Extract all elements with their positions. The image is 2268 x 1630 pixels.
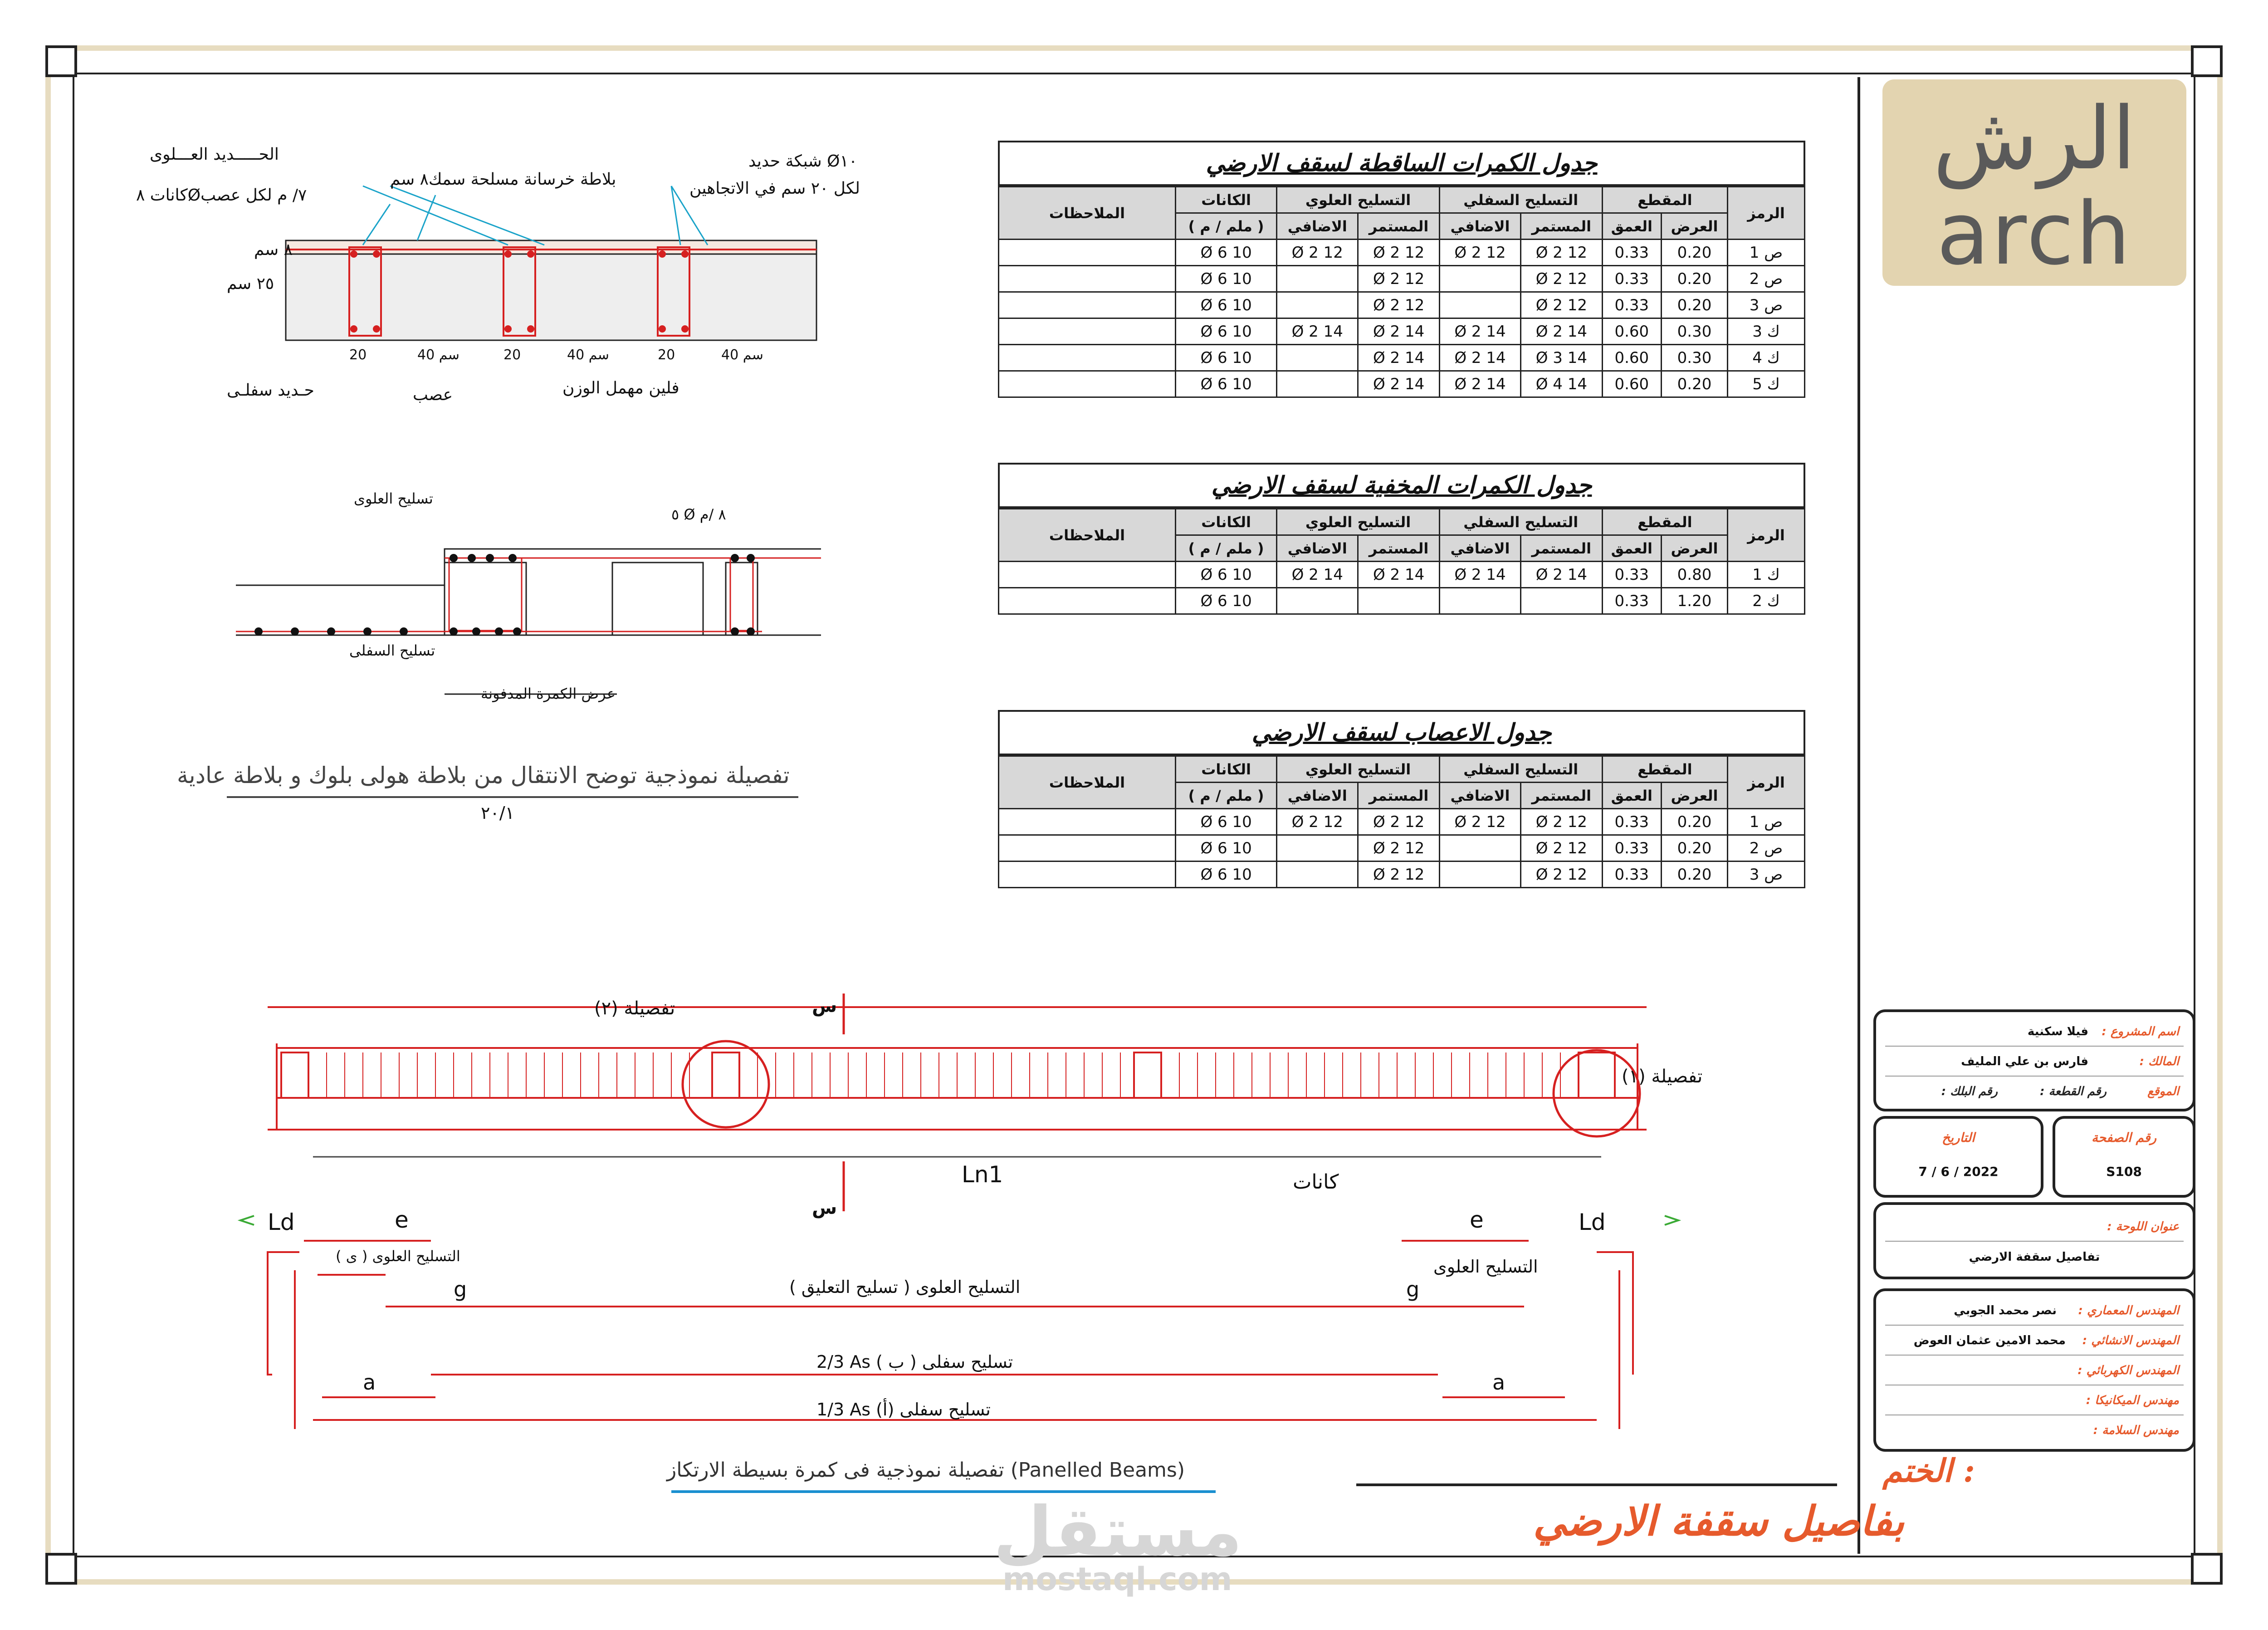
table-cell: 12 Ø 2 xyxy=(1358,292,1440,318)
g-label-left: g xyxy=(454,1277,467,1302)
logo-arabic: الرش xyxy=(1933,88,2136,189)
col-additional: الاضافي xyxy=(1439,535,1520,562)
table-cell: 0.30 xyxy=(1662,345,1728,371)
table-cell: 10 Ø 6 xyxy=(1176,809,1277,835)
table-cell: 14 Ø 3 xyxy=(1521,345,1603,371)
col-depth: العمق xyxy=(1602,213,1661,240)
col-symbol: الرمز xyxy=(1728,509,1805,562)
table-cell: 10 Ø 6 xyxy=(1176,562,1277,588)
project-value: فيلا سكنية xyxy=(2027,1025,2088,1038)
table-cell xyxy=(1277,292,1358,318)
table-cell: ك 5 xyxy=(1728,371,1805,397)
table-cell: 14 Ø 2 xyxy=(1358,562,1440,588)
table-cell: 12 Ø 2 xyxy=(1521,809,1603,835)
e-label-left: e xyxy=(395,1207,409,1233)
table-cell: ص 3 xyxy=(1728,292,1805,318)
table-cell: 14 Ø 2 xyxy=(1358,318,1440,345)
col-bottom: التسليح السفلي xyxy=(1439,187,1602,213)
label-stirrups: كانات ٨Ø٧/ م لكل عصب xyxy=(136,186,307,205)
table-cell: 14 Ø 2 xyxy=(1358,371,1440,397)
table-cell: 12 Ø 2 xyxy=(1521,835,1603,862)
col-additional: الاضافي xyxy=(1277,213,1358,240)
col-top: التسليح العلوي xyxy=(1277,756,1440,783)
table-cell: 0.80 xyxy=(1662,562,1728,588)
table-row xyxy=(999,318,1805,345)
logo-latin: arch xyxy=(1936,184,2132,284)
table-cell: 10 Ø 6 xyxy=(1176,588,1277,614)
table-row xyxy=(999,292,1805,318)
table-row xyxy=(999,809,1805,835)
ld-label-right: Ld xyxy=(1579,1209,1606,1235)
col-top: التسليح العلوي xyxy=(1277,509,1440,535)
table-cell xyxy=(1439,292,1520,318)
table-cell: ص 2 xyxy=(1728,266,1805,292)
table-cell: 12 Ø 2 xyxy=(1521,862,1603,888)
top-steel-left-label: التسليح العلوى ( ى ) xyxy=(336,1248,460,1265)
table-cell: 0.20 xyxy=(1662,809,1728,835)
label-mesh: شبكة حديد Ø١٠ xyxy=(748,152,858,171)
col-bottom: التسليح السفلي xyxy=(1439,509,1602,535)
col-top: التسليح العلوي xyxy=(1277,187,1440,213)
label-hidden-beam-width: عرض الكمرة المدفونة xyxy=(481,685,616,702)
table-cell xyxy=(999,240,1176,266)
label-bottom-steel: حـديد سفلـى xyxy=(227,381,314,400)
seal-label: الختم : xyxy=(1882,1452,1975,1489)
label-stirrup-spacing: ٥ Ø ٨ /م xyxy=(671,506,726,523)
ld-label-left: Ld xyxy=(268,1209,295,1235)
table-cell xyxy=(999,835,1176,862)
dim-2: سم 40 xyxy=(417,347,459,363)
project-info-box xyxy=(1873,1009,2195,1111)
table-cell xyxy=(1277,862,1358,888)
table-cell: 12 Ø 2 xyxy=(1277,240,1358,266)
table-cell xyxy=(999,562,1176,588)
label-bottom-reinforcement: تسليح السفلى xyxy=(349,642,435,659)
watermark-url: mostaql.com xyxy=(1002,1561,1232,1598)
label-foam: فلين مهمل الوزن xyxy=(562,379,679,397)
corner-ornament xyxy=(45,1553,77,1585)
table-cell: 0.20 xyxy=(1662,371,1728,397)
corner-ornament xyxy=(2191,1553,2223,1585)
sheet-title: بفاصيل سقفة الارضي xyxy=(1533,1497,1905,1545)
corner-ornament xyxy=(2191,45,2223,77)
table-cell xyxy=(1521,588,1603,614)
col-notes: الملاحظات xyxy=(999,187,1176,240)
col-continuous: المستمر xyxy=(1358,535,1440,562)
col-additional: الاضافي xyxy=(1439,783,1520,809)
col-stirrups-unit: ( ملم / م ) xyxy=(1176,535,1277,562)
col-section: المقطع xyxy=(1602,187,1727,213)
sheet-title-rule xyxy=(1356,1483,1837,1486)
table-cell: 1.20 xyxy=(1662,588,1728,614)
corner-ornament xyxy=(45,45,77,77)
col-depth: العمق xyxy=(1602,535,1661,562)
block-label: رقم البلك : xyxy=(1941,1085,1998,1098)
site-label: الموقع xyxy=(2147,1085,2179,1098)
table-cell: 14 Ø 2 xyxy=(1277,318,1358,345)
ribs-table xyxy=(998,755,1805,888)
date-label: التاريخ xyxy=(1942,1130,1975,1145)
bottom-steel-b-label: 2/3 As تسليح سفلى ( ب ) xyxy=(816,1352,1013,1372)
col-additional: الاضافي xyxy=(1439,213,1520,240)
dim-6: سم 40 xyxy=(721,347,763,363)
bottom-steel-a-label: 1/3 As تسليح سفلى (أ) xyxy=(816,1400,991,1420)
safety-eng-label: مهندس السلامة : xyxy=(2093,1424,2179,1437)
table-cell xyxy=(999,809,1176,835)
transition-caption: تفصيلة نموذجية توضح الانتقال من بلاطة هولى بلوك و بلاطة عادية xyxy=(177,762,790,788)
label-mesh-spacing: لكل ٢٠ سم في الاتجاهين xyxy=(689,179,860,198)
board-label: عنوان اللوحة : xyxy=(2107,1220,2179,1234)
caption-underline xyxy=(227,796,798,798)
board-value: تفاصيل سقفة الارضي xyxy=(1969,1250,2100,1264)
table-cell: 14 Ø 2 xyxy=(1277,562,1358,588)
table-cell xyxy=(999,292,1176,318)
table-cell xyxy=(1277,371,1358,397)
table-cell: 0.20 xyxy=(1662,266,1728,292)
table-cell: ص 1 xyxy=(1728,809,1805,835)
owner-value: فارس بن علي المليف xyxy=(1961,1055,2088,1068)
table-row xyxy=(999,562,1805,588)
table-row xyxy=(999,266,1805,292)
dropped-beams-table xyxy=(998,186,1805,398)
table-cell: 0.33 xyxy=(1602,862,1661,888)
a-label-left: a xyxy=(363,1370,376,1395)
col-stirrups: الكانات xyxy=(1176,509,1277,535)
section-mark-bottom: س xyxy=(812,1198,837,1219)
table-cell: ص 2 xyxy=(1728,835,1805,862)
table-cell: 0.60 xyxy=(1602,345,1661,371)
table-cell: 12 Ø 2 xyxy=(1358,862,1440,888)
table-row xyxy=(999,371,1805,397)
table-title: جدول الكمرات الساقطة لسقف الارضي xyxy=(998,141,1805,186)
table-cell: ك 3 xyxy=(1728,318,1805,345)
table-cell: 14 Ø 4 xyxy=(1521,371,1603,397)
table-cell: 12 Ø 2 xyxy=(1358,835,1440,862)
table-cell: 10 Ø 6 xyxy=(1176,371,1277,397)
col-additional: الاضافي xyxy=(1277,535,1358,562)
span-label: Ln1 xyxy=(962,1161,1003,1188)
detail-1-label: تفصيلة (١) xyxy=(1622,1066,1703,1087)
elec-eng-label: المهندس الكهربائي : xyxy=(2077,1364,2179,1377)
table-cell: 12 Ø 2 xyxy=(1521,266,1603,292)
page-value: S108 xyxy=(2106,1164,2142,1179)
table-cell: 10 Ø 6 xyxy=(1176,292,1277,318)
table-cell: 10 Ø 6 xyxy=(1176,266,1277,292)
col-symbol: الرمز xyxy=(1728,187,1805,240)
table-cell xyxy=(1277,266,1358,292)
col-continuous: المستمر xyxy=(1521,783,1603,809)
col-section: المقطع xyxy=(1602,756,1727,783)
detail-2-label: تفصيلة (٢) xyxy=(594,998,675,1019)
table-cell: 10 Ø 6 xyxy=(1176,240,1277,266)
arch-eng-label: المهندس المعماري : xyxy=(2078,1304,2179,1317)
project-label: اسم المشروع : xyxy=(2102,1025,2179,1038)
table-cell: 0.20 xyxy=(1662,862,1728,888)
table-cell: 14 Ø 2 xyxy=(1439,345,1520,371)
table-cell: 12 Ø 2 xyxy=(1358,809,1440,835)
table-cell: 0.60 xyxy=(1602,371,1661,397)
table-cell xyxy=(1277,345,1358,371)
table-cell: 10 Ø 6 xyxy=(1176,345,1277,371)
col-depth: العمق xyxy=(1602,783,1661,809)
struct-eng-value: محمد الامين عثمان العوض xyxy=(1913,1334,2066,1347)
col-width: العرض xyxy=(1662,535,1728,562)
col-bottom: التسليح السفلي xyxy=(1439,756,1602,783)
watermark: مستقل xyxy=(993,1493,1242,1571)
table-cell: 12 Ø 2 xyxy=(1277,809,1358,835)
table-cell xyxy=(1358,588,1440,614)
hidden-beams-table xyxy=(998,508,1805,615)
section-mark-top: س xyxy=(812,996,837,1017)
table-cell: ك 2 xyxy=(1728,588,1805,614)
col-width: العرض xyxy=(1662,783,1728,809)
mech-eng-label: مهندس الميكانيكا : xyxy=(2086,1394,2179,1407)
table-cell: 0.60 xyxy=(1602,318,1661,345)
board-title-box xyxy=(1873,1202,2195,1279)
table-cell xyxy=(999,862,1176,888)
table-cell: 0.33 xyxy=(1602,562,1661,588)
table-cell: 14 Ø 2 xyxy=(1439,562,1520,588)
col-section: المقطع xyxy=(1602,509,1727,535)
dim-1: 20 xyxy=(349,347,367,363)
table-cell: 0.30 xyxy=(1662,318,1728,345)
col-notes: الملاحظات xyxy=(999,509,1176,562)
label-height-8: ٨ سم xyxy=(254,240,293,259)
col-continuous: المستمر xyxy=(1358,213,1440,240)
table-cell: 12 Ø 2 xyxy=(1439,809,1520,835)
table-cell xyxy=(1439,266,1520,292)
col-continuous: المستمر xyxy=(1521,535,1603,562)
table-cell: 12 Ø 2 xyxy=(1358,266,1440,292)
table-cell: 14 Ø 2 xyxy=(1439,318,1520,345)
table-cell: 0.20 xyxy=(1662,292,1728,318)
dim-5: 20 xyxy=(658,347,675,363)
table-cell: 0.33 xyxy=(1602,835,1661,862)
col-continuous: المستمر xyxy=(1521,213,1603,240)
table-title: جدول الاعصاب لسقف الارضي xyxy=(998,710,1805,755)
table-row xyxy=(999,345,1805,371)
table-cell: 0.33 xyxy=(1602,809,1661,835)
table-cell: 12 Ø 2 xyxy=(1521,292,1603,318)
label-top-reinforcement: تسليح العلوى xyxy=(354,490,433,507)
table-cell: 0.33 xyxy=(1602,266,1661,292)
engineers-box xyxy=(1873,1288,2195,1452)
label-slab: بلاطة خرسانة مسلحة سمك٨ سم xyxy=(390,170,616,189)
table-cell: 10 Ø 6 xyxy=(1176,862,1277,888)
table-cell: ك 1 xyxy=(1728,562,1805,588)
table-row xyxy=(999,862,1805,888)
table-cell: ك 4 xyxy=(1728,345,1805,371)
table-cell: 14 Ø 2 xyxy=(1439,371,1520,397)
date-value: 7 / 6 / 2022 xyxy=(1918,1164,1999,1179)
label-height-25: ٢٥ سم xyxy=(227,274,274,293)
e-label-right: e xyxy=(1470,1207,1484,1233)
table-cell: 12 Ø 2 xyxy=(1521,240,1603,266)
table-cell: 14 Ø 2 xyxy=(1358,345,1440,371)
struct-eng-label: المهندس الانشائي : xyxy=(2082,1334,2179,1347)
table-cell: 12 Ø 2 xyxy=(1439,240,1520,266)
g-label-right: g xyxy=(1406,1277,1420,1302)
table-cell: 10 Ø 6 xyxy=(1176,835,1277,862)
hanger-steel-label: التسليح العلوى ( تسليح التعليق ) xyxy=(789,1277,1021,1297)
date-box xyxy=(1873,1116,2043,1198)
table-title: جدول الكمرات المخفية لسقف الارضي xyxy=(998,463,1805,508)
table-cell xyxy=(999,588,1176,614)
beam-caption: تفصيلة نموذجية فى كمرة بسيطة الارتكاز (Panelled Beams) xyxy=(667,1459,1185,1482)
table-cell xyxy=(1439,588,1520,614)
table-cell xyxy=(1277,835,1358,862)
col-notes: الملاحظات xyxy=(999,756,1176,809)
table-row xyxy=(999,588,1805,614)
a-label-right: a xyxy=(1492,1370,1505,1395)
brand-logo xyxy=(1882,79,2186,286)
table-cell: 10 Ø 6 xyxy=(1176,318,1277,345)
table-cell xyxy=(999,371,1176,397)
col-stirrups-unit: ( ملم / م ) xyxy=(1176,213,1277,240)
dim-3: 20 xyxy=(503,347,521,363)
arch-eng-value: نصر محمد الجوبي xyxy=(1954,1304,2057,1317)
stirrups-label: كانات xyxy=(1293,1170,1339,1194)
label-top-steel: الحـــــديد العـــلوى xyxy=(150,145,279,164)
col-additional: الاضافي xyxy=(1277,783,1358,809)
table-cell: 0.33 xyxy=(1602,292,1661,318)
titleblock-divider xyxy=(1857,77,1860,1554)
table-cell: 14 Ø 2 xyxy=(1521,562,1603,588)
dim-4: سم 40 xyxy=(567,347,609,363)
col-stirrups: الكانات xyxy=(1176,756,1277,783)
top-steel-right-label: التسليح العلوى xyxy=(1433,1257,1538,1277)
col-continuous: المستمر xyxy=(1358,783,1440,809)
table-cell xyxy=(1277,588,1358,614)
table-cell xyxy=(1439,862,1520,888)
table-cell xyxy=(999,266,1176,292)
table-cell: ص 3 xyxy=(1728,862,1805,888)
table-cell: 0.20 xyxy=(1662,240,1728,266)
table-cell: 14 Ø 2 xyxy=(1521,318,1603,345)
table-cell xyxy=(1439,835,1520,862)
table-row xyxy=(999,835,1805,862)
col-symbol: الرمز xyxy=(1728,756,1805,809)
table-cell xyxy=(999,318,1176,345)
table-row xyxy=(999,240,1805,266)
table-cell: 0.20 xyxy=(1662,835,1728,862)
table-cell: ص 1 xyxy=(1728,240,1805,266)
plot-label: رقم القطعة : xyxy=(2040,1085,2107,1098)
table-cell: 0.33 xyxy=(1602,588,1661,614)
transition-scale: ٢٠/١ xyxy=(481,803,515,823)
page-box xyxy=(2053,1116,2195,1198)
owner-label: المالك : xyxy=(2139,1055,2179,1068)
table-cell xyxy=(999,345,1176,371)
col-width: العرض xyxy=(1662,213,1728,240)
page-label: رقم الصفحة xyxy=(2091,1130,2157,1145)
col-stirrups-unit: ( ملم / م ) xyxy=(1176,783,1277,809)
table-cell: 0.33 xyxy=(1602,240,1661,266)
col-stirrups: الكانات xyxy=(1176,187,1277,213)
table-cell: 12 Ø 2 xyxy=(1358,240,1440,266)
label-rib: عصب xyxy=(413,386,453,404)
